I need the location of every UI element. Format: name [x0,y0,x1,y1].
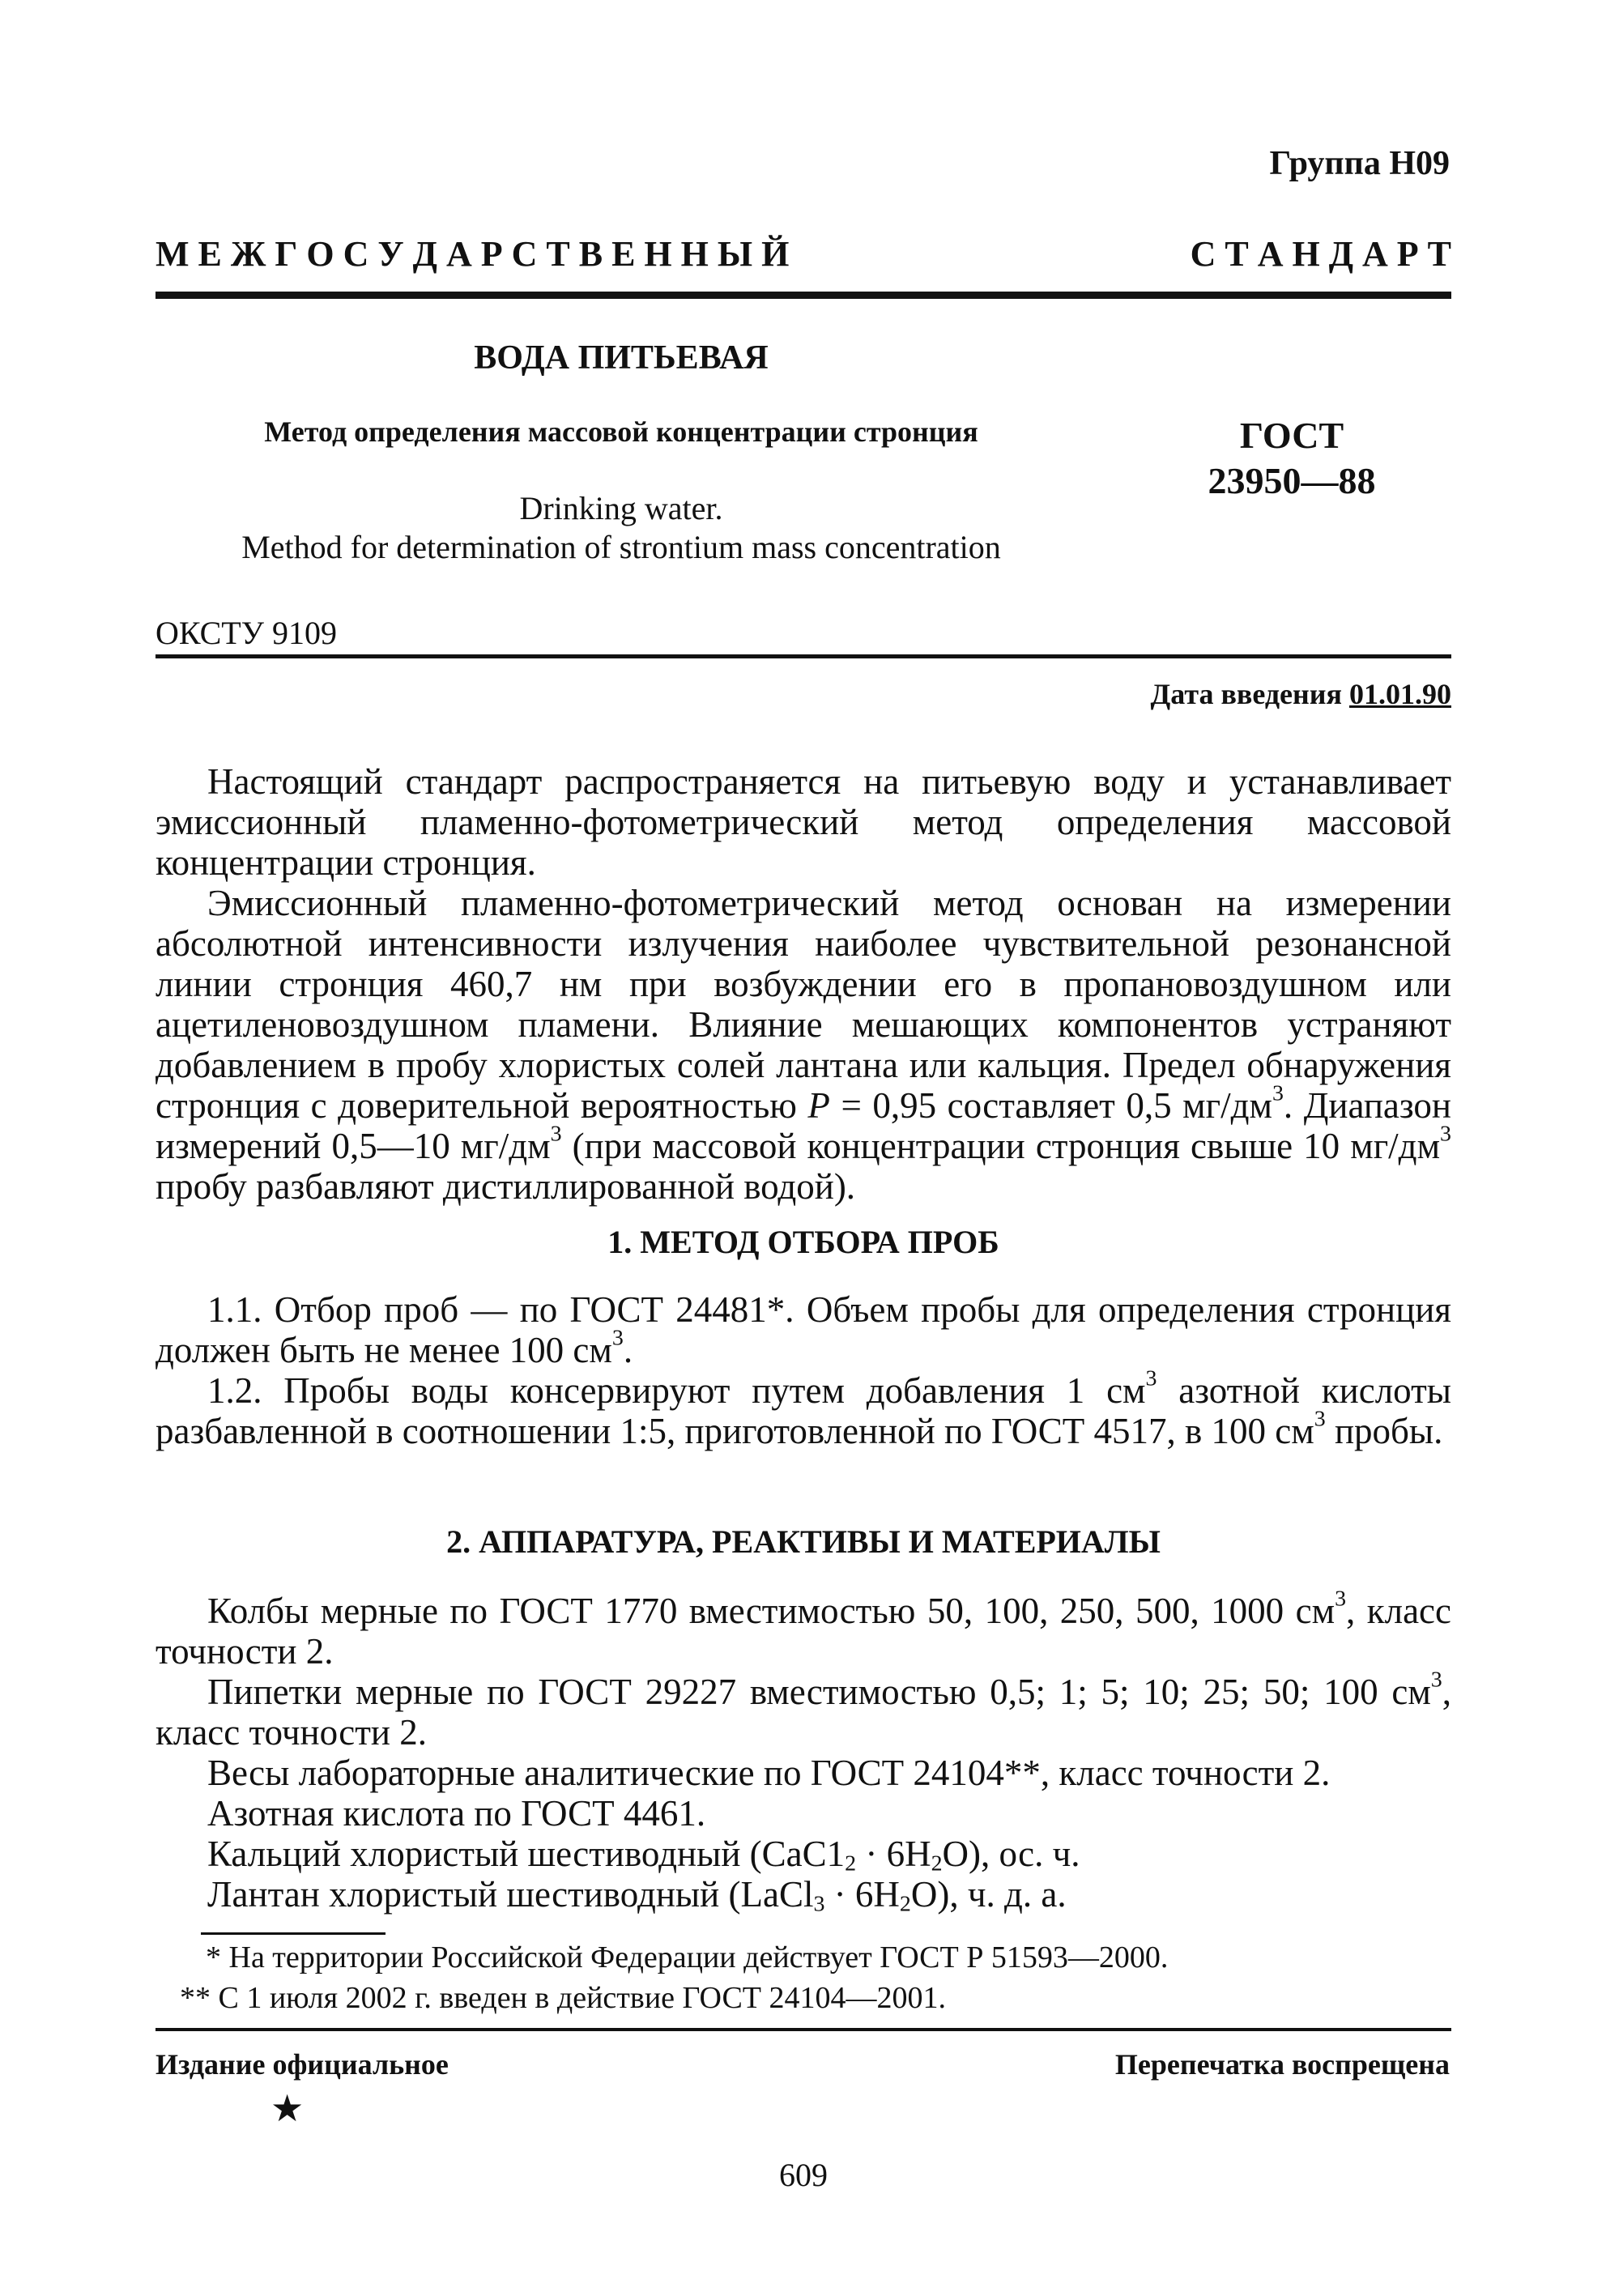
footnote-1: * На территории Российской Федерации действует ГОСТ Р 51593—2000. [206,1940,1169,1974]
english-title-line2: Method for determination of strontium mass concentration [241,529,1001,565]
date-value: 01.01.90 [1349,678,1451,710]
gost-designation [1134,413,1450,504]
section-2-text [155,1586,1451,1917]
section-1-title: 1. МЕТОД ОТБОРА ПРОБ [607,1224,999,1260]
footer-rule [155,2028,1451,2031]
official-edition-label: Издание официальное [155,2048,449,2081]
section-2-paragraph-6: Лантан хлористый шестиводный (LaCl$_3$ · $6Н_2О$), ч. д. а. [207,1874,1067,1917]
section-2-title: 2. АППАРАТУРА, РЕАКТИВЫ И МАТЕРИАЛЫ [446,1523,1161,1560]
standard-word: С Т А Н Д А Р Т [1190,234,1451,274]
gost-number: 23950—88 [1208,460,1376,502]
introduction-date [891,677,1451,711]
intro-paragraph-1: Настоящий стандарт распространяется на питьевую воду и устанавливает эмиссионный пламенно-фотометрический метод определения массовой концентрации стронция. [155,761,1451,883]
oksty-rule [155,654,1451,658]
interstate-word: М Е Ж Г О С У Д А Р С Т В Е Н Н Ы Й [155,234,790,274]
star-icon: ★ [271,2088,305,2129]
section-2-paragraph-1: Колбы мерные по ГОСТ 1770 вместимостью 50, 100, 250, 500, 1000 $см^3$, класс точности 2. [155,1586,1451,1672]
section-2-paragraph-2: Пипетки мерные по ГОСТ 29227 вместимостью 0,5; 1; 5; 10; 25; 50; 100 $см^3$, класс точности 2. [155,1667,1451,1753]
english-title-line1: Drinking water. [519,490,723,526]
section-1-paragraph-2: 1.2. Пробы воды консервируют путем добавления 1 $см^3$ азотной кислоты разбавленной в соотношении 1:5, приготовленной по ГОСТ 4517, в 100 $см^3$ пробы. [155,1365,1451,1451]
section-1-text [155,1289,1451,1451]
group-code: Группа Н09 [1269,145,1450,182]
footnotes [155,1937,1451,2018]
section-2-paragraph-3: Весы лабораторные аналитические по ГОСТ 24104**, класс точности 2. [207,1753,1331,1793]
footnote-2: ** С 1 июля 2002 г. введен в действие ГОСТ 24104—2001. [180,1981,947,2015]
document-title: ВОДА ПИТЬЕВАЯ [474,339,769,377]
date-label: Дата введения [1150,678,1342,710]
header-rule [155,292,1451,299]
section-1-paragraph-1: 1.1. Отбор проб — по ГОСТ 24481*. Объем пробы для определения стронция должен быть не менее 100 $см^3$. [155,1289,1451,1370]
intro-text [155,761,1451,1207]
english-title [155,489,1087,567]
section-2-paragraph-5: Кальций хлористый шестиводный $(СаС1_2 \cdot 6Н_2О)$, ос. ч. [207,1834,1080,1876]
interstate-standard-heading [155,233,1451,275]
page-number: 609 [779,2157,828,2193]
reprint-prohibited-label: Перепечатка воспрещена [1114,2048,1450,2081]
oksty-code: ОКСТУ 9109 [155,615,338,651]
document-subtitle: Метод определения массовой концентрации стронция [264,415,978,448]
section-2-paragraph-4: Азотная кислота по ГОСТ 4461. [207,1793,706,1834]
gost-label: ГОСТ [1239,415,1344,456]
intro-paragraph-2: Эмиссионный пламенно-фотометрический метод основан на измерении абсолютной интенсивности излучения наиболее чувствительной резонансной линии стронция 460,7 нм при возбуждении его в пропановоздушном или ацетиленовоздушном пламени. Влияние мешающих компонентов устраняют добавлением в пробу хлористых солей лантана или кальция. Предел обнаружения стронция с доверительной вероятностью Р = 0,95 составляет 0,5 $мг/дм^3$. Диапазон измерений 0,5—10 $мг/дм^3$ (при массовой концентрации стронция свыше 10 $мг/дм^3$ пробу разбавляют дистиллированной водой). [155,883,1451,1207]
footnote-rule [201,1932,386,1935]
